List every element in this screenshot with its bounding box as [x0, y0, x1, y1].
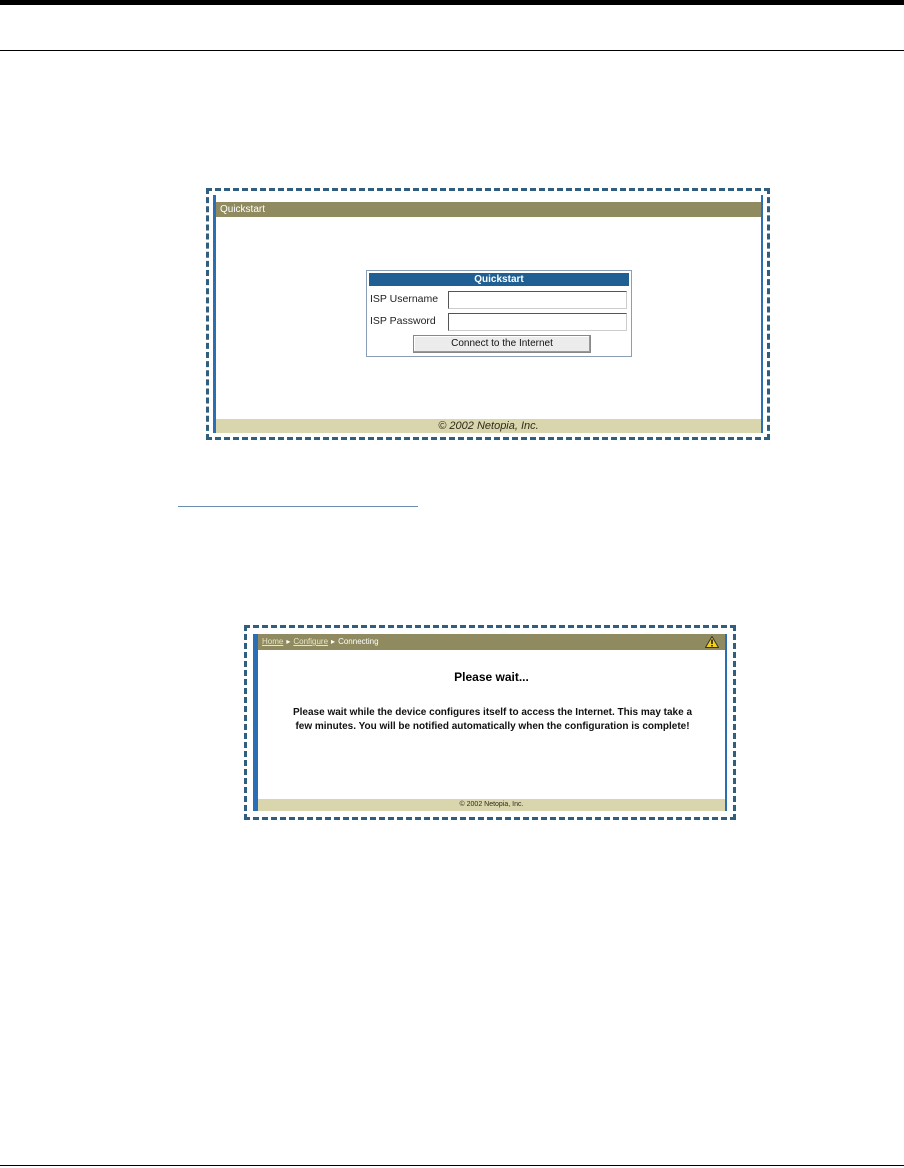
isp-username-input[interactable] [448, 291, 627, 309]
warning-icon[interactable] [705, 636, 719, 648]
breadcrumb-configure-link[interactable]: Configure [293, 637, 329, 646]
isp-password-input[interactable] [448, 313, 627, 331]
copyright-footer: © 2002 Netopia, Inc. [258, 799, 725, 811]
quickstart-form [366, 270, 632, 357]
breadcrumb-home-link[interactable]: Home [262, 637, 284, 646]
connecting-page [253, 634, 727, 811]
header-rule-thick [0, 0, 904, 5]
form-title: Quickstart [369, 273, 629, 286]
copyright-footer: © 2002 Netopia, Inc. [216, 419, 761, 433]
footer-rule [0, 1165, 904, 1166]
section-underline [178, 506, 418, 507]
breadcrumb-separator: ▸ [331, 637, 336, 646]
status-message-line: few minutes. You will be notified automatically when the configuration is complete! [295, 721, 690, 732]
connecting-screenshot-frame [244, 625, 736, 820]
quickstart-screenshot-frame [206, 188, 770, 440]
header-rule-thin [0, 50, 904, 51]
isp-username-label: ISP Username [370, 293, 439, 305]
status-message-line: Please wait while the device configures itself to access the Internet. This may take a [292, 707, 693, 718]
page-title-bar: Quickstart [216, 202, 761, 217]
page-heading: Please wait... [454, 670, 529, 684]
isp-password-label: ISP Password [370, 315, 436, 327]
status-message [264, 706, 721, 734]
connect-button[interactable]: Connect to the Internet [413, 335, 591, 353]
breadcrumb [258, 634, 725, 650]
quickstart-page [213, 195, 763, 433]
breadcrumb-current: Connecting [338, 637, 379, 646]
breadcrumb-separator: ▸ [286, 637, 291, 646]
